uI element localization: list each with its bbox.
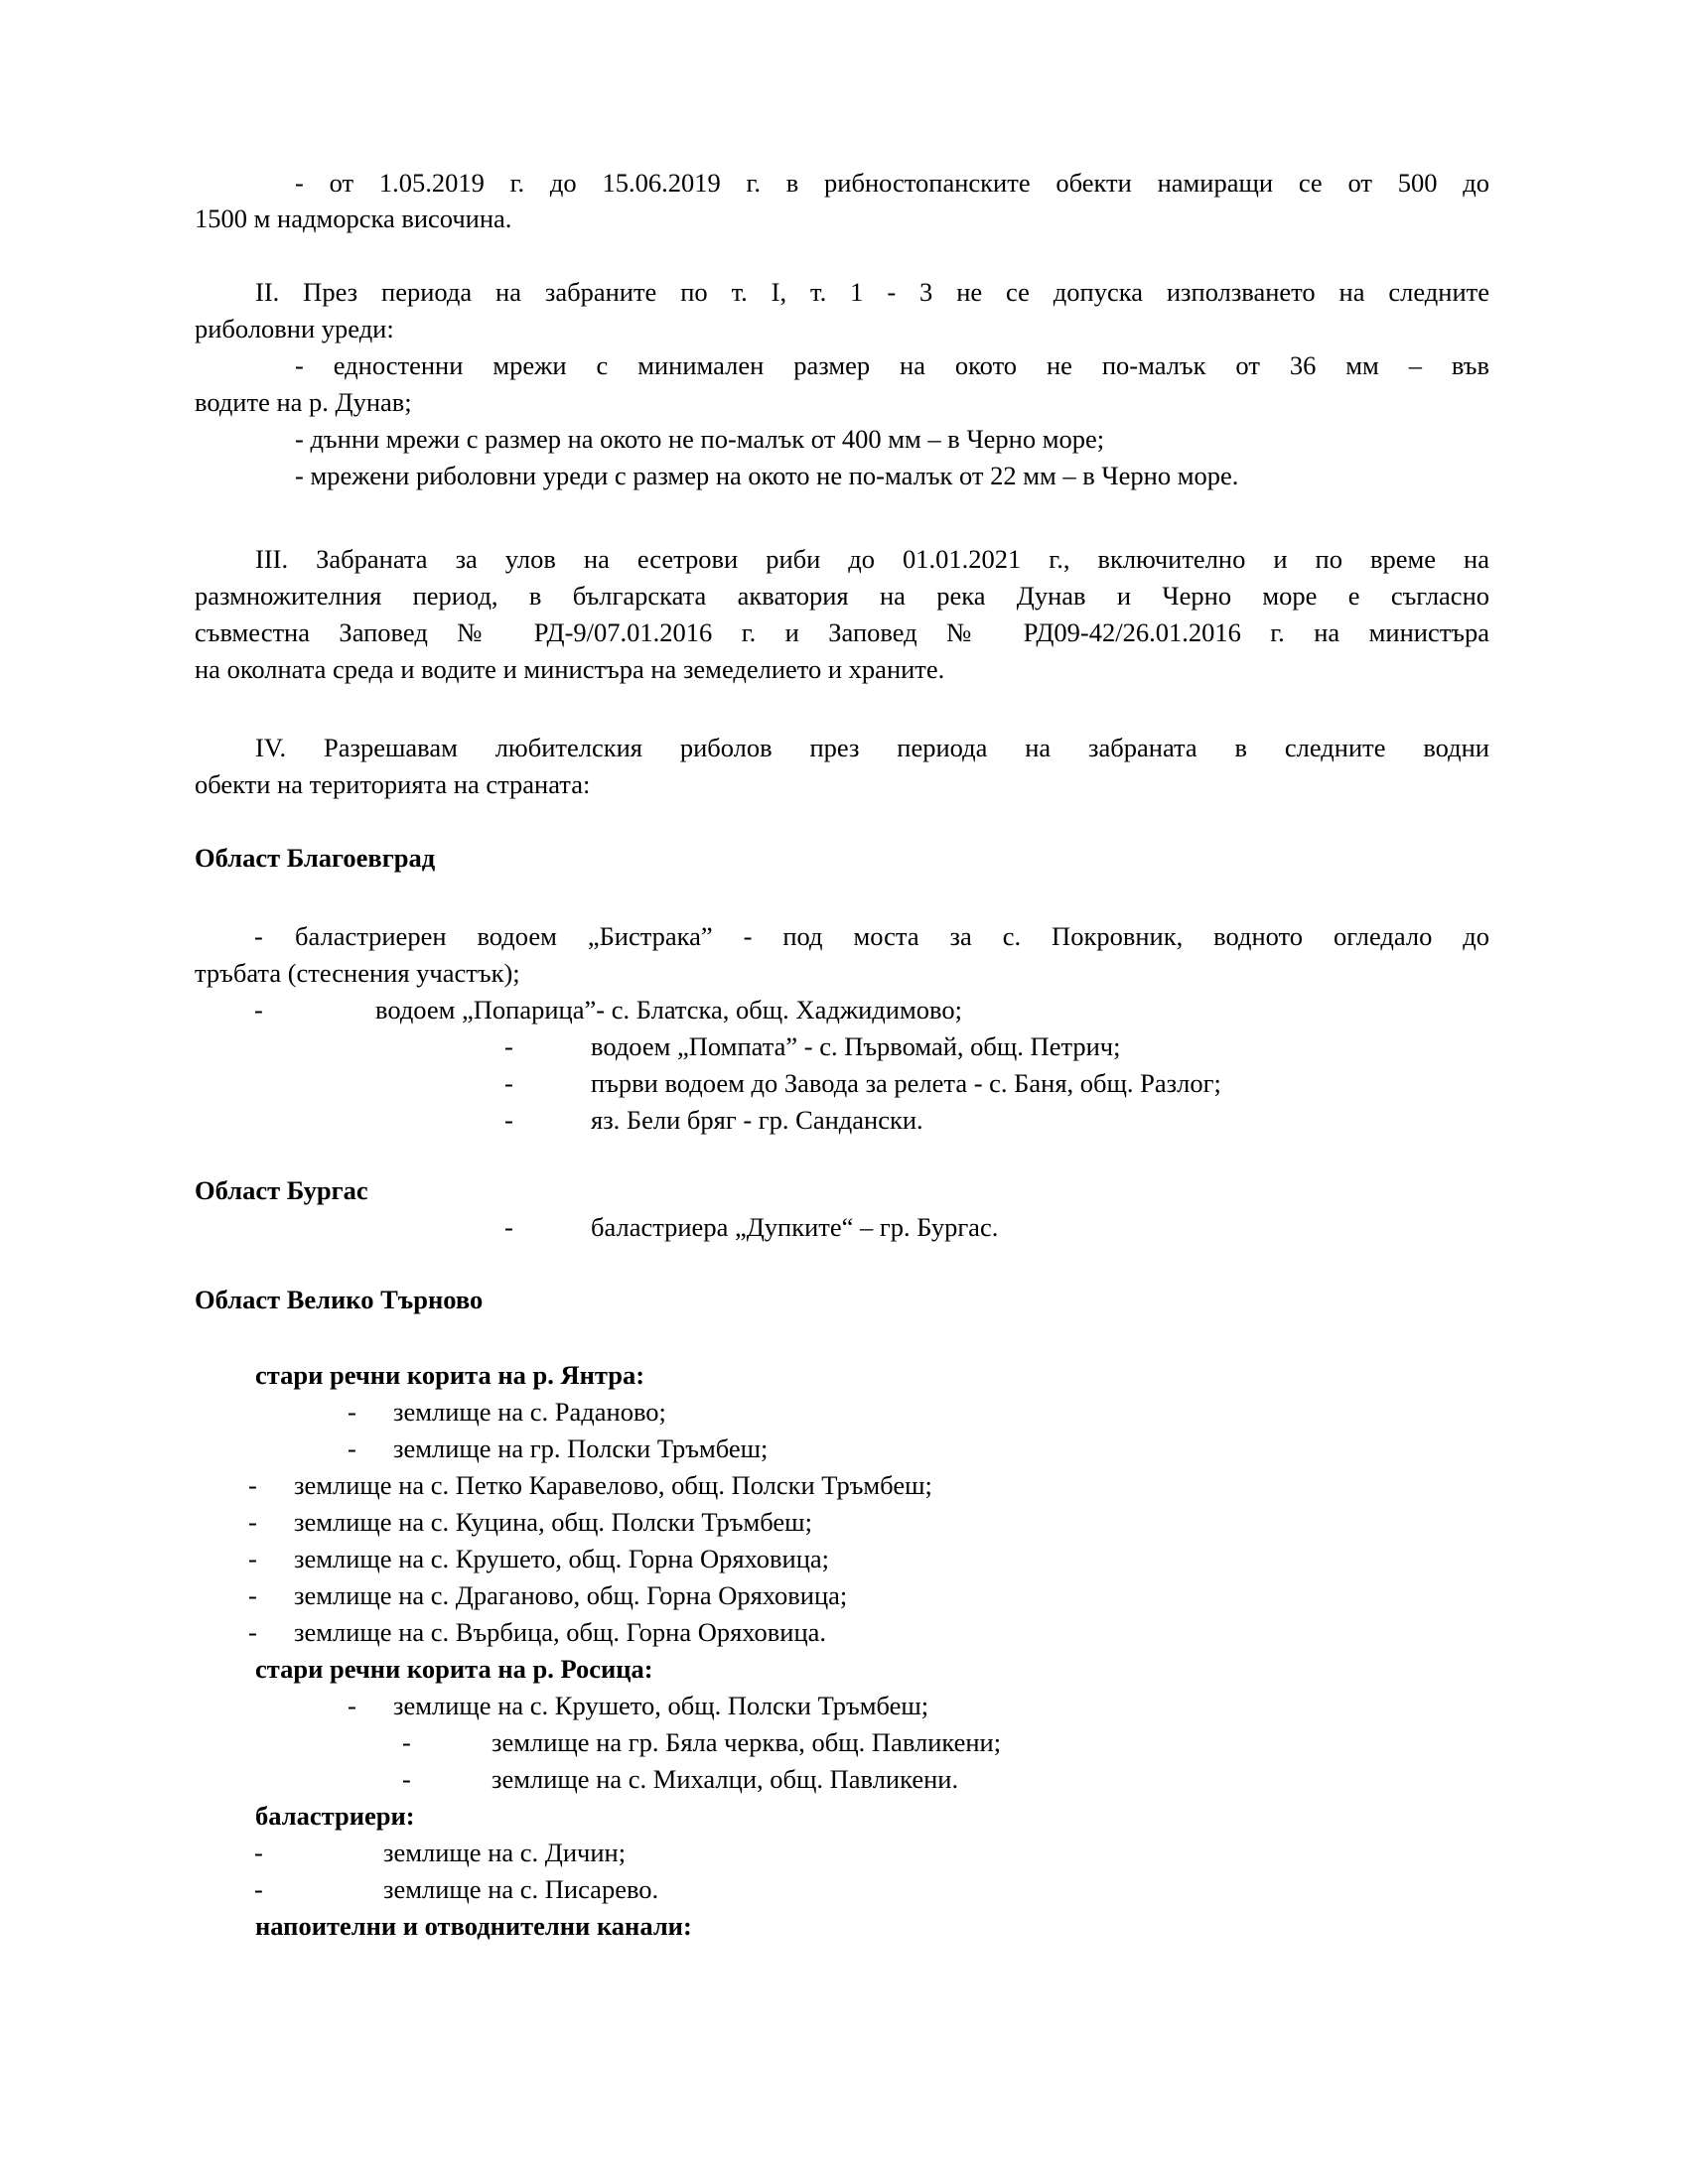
bullet-dash: - bbox=[248, 1580, 257, 1610]
list-item: землище на с. Драганово, общ. Горна Оряховица; bbox=[294, 1580, 848, 1610]
group-title: баластриери: bbox=[255, 1801, 415, 1831]
bullet-dash: - bbox=[254, 1874, 263, 1904]
list-item: землище на с. Върбица, общ. Горна Оряховица. bbox=[294, 1617, 827, 1647]
list-item: землище на с. Раданово; bbox=[393, 1397, 666, 1427]
region-heading-veliko-tarnovo: Област Велико Търново bbox=[195, 1285, 484, 1314]
paragraph-line: риболовни уреди: bbox=[195, 314, 394, 343]
bullet-dash: - bbox=[248, 1470, 257, 1500]
bullet-dash: - bbox=[504, 1212, 513, 1242]
paragraph-line: - от 1.05.2019 г. до 15.06.2019 г. в рибностопанските обекти намиращи се от 500 до bbox=[295, 168, 1489, 198]
bullet-dash: - bbox=[504, 1068, 513, 1098]
bullet-dash: - bbox=[504, 1105, 513, 1135]
paragraph-line: 1500 м надморска височина. bbox=[195, 204, 512, 233]
bullet-dash: - bbox=[248, 1544, 257, 1573]
section-iii-line: III. Забраната за улов на есетрови риби до 01.01.2021 г., включително и по време на bbox=[255, 544, 1489, 574]
list-item: яз. Бели бряг - гр. Сандански. bbox=[591, 1105, 923, 1135]
list-item: землище на с. Дичин; bbox=[383, 1838, 627, 1867]
list-item: баластриера „Дупките“ – гр. Бургас. bbox=[591, 1212, 999, 1242]
list-item: водоем „Помпата” - с. Първомай, общ. Петрич; bbox=[591, 1031, 1121, 1061]
list-item: баластриерен водоем „Бистрака” - под моста за с. Покровник, водното огледало до bbox=[295, 921, 1489, 951]
section-iii-line: размножителния период, в българската акватория на река Дунав и Черно море е съгласно bbox=[195, 581, 1489, 611]
section-iv-line: обекти на територията на страната: bbox=[195, 769, 591, 799]
section-iv-line: IV. Разрешавам любителския риболов през периода на забраната в следните водни bbox=[255, 733, 1489, 762]
bullet-dash: - bbox=[348, 1397, 356, 1427]
bullet-dash: - bbox=[254, 1838, 263, 1867]
region-heading-blagoevgrad: Област Благоевград bbox=[195, 843, 436, 873]
group-title: стари речни корита на р. Росица: bbox=[255, 1654, 653, 1684]
list-item: - едностенни мрежи с минимален размер на окото не по-малък от 36 мм – във bbox=[295, 350, 1489, 380]
bullet-dash: - bbox=[348, 1691, 356, 1720]
list-item-continuation: водите на р. Дунав; bbox=[195, 387, 412, 417]
bullet-dash: - bbox=[402, 1764, 411, 1794]
list-item: землище на гр. Полски Тръмбеш; bbox=[393, 1433, 769, 1463]
group-title: стари речни корита на р. Янтра: bbox=[255, 1360, 645, 1390]
list-item: землище на с. Писарево. bbox=[383, 1874, 659, 1904]
bullet-dash: - bbox=[504, 1031, 513, 1061]
bullet-dash: - bbox=[402, 1727, 411, 1757]
bullet-dash: - bbox=[248, 1507, 257, 1537]
bullet-dash: - bbox=[254, 995, 263, 1024]
list-item-continuation: тръбата (стеснения участък); bbox=[195, 958, 520, 988]
list-item: землище на с. Петко Каравелово, общ. Полски Тръмбеш; bbox=[294, 1470, 932, 1500]
group-title: напоителни и отводнителни канали: bbox=[255, 1911, 692, 1941]
list-item: землище на с. Крушето, общ. Горна Оряховица; bbox=[294, 1544, 830, 1573]
region-heading-burgas: Област Бургас bbox=[195, 1175, 368, 1205]
bullet-dash: - bbox=[348, 1433, 356, 1463]
list-item: водоем „Попарица”- с. Блатска, общ. Хаджидимово; bbox=[375, 995, 962, 1024]
list-item: - дънни мрежи с размер на окото не по-малък от 400 мм – в Черно море; bbox=[295, 424, 1105, 454]
section-ii-heading-line: II. През периода на забраните по т. I, т. 1 - 3 не се допуска използването на следните bbox=[255, 277, 1489, 307]
section-iii-line: съвместна Заповед № РД-9/07.01.2016 г. и Заповед № РД09-42/26.01.2016 г. на министъра bbox=[195, 617, 1489, 647]
list-item: землище на с. Крушето, общ. Полски Тръмбеш; bbox=[393, 1691, 929, 1720]
bullet-dash: - bbox=[248, 1617, 257, 1647]
list-item: землище на с. Куцина, общ. Полски Тръмбеш; bbox=[294, 1507, 812, 1537]
list-item: - мрежени риболовни уреди с размер на окото не по-малък от 22 мм – в Черно море. bbox=[295, 461, 1239, 490]
list-item: землище на с. Михалци, общ. Павликени. bbox=[492, 1764, 959, 1794]
section-iii-line: на околната среда и водите и министъра на земеделието и храните. bbox=[195, 654, 945, 684]
list-item: първи водоем до Завода за релета - с. Баня, общ. Разлог; bbox=[591, 1068, 1221, 1098]
list-item: землище на гр. Бяла черква, общ. Павликени; bbox=[492, 1727, 1002, 1757]
bullet-dash: - bbox=[254, 921, 263, 951]
